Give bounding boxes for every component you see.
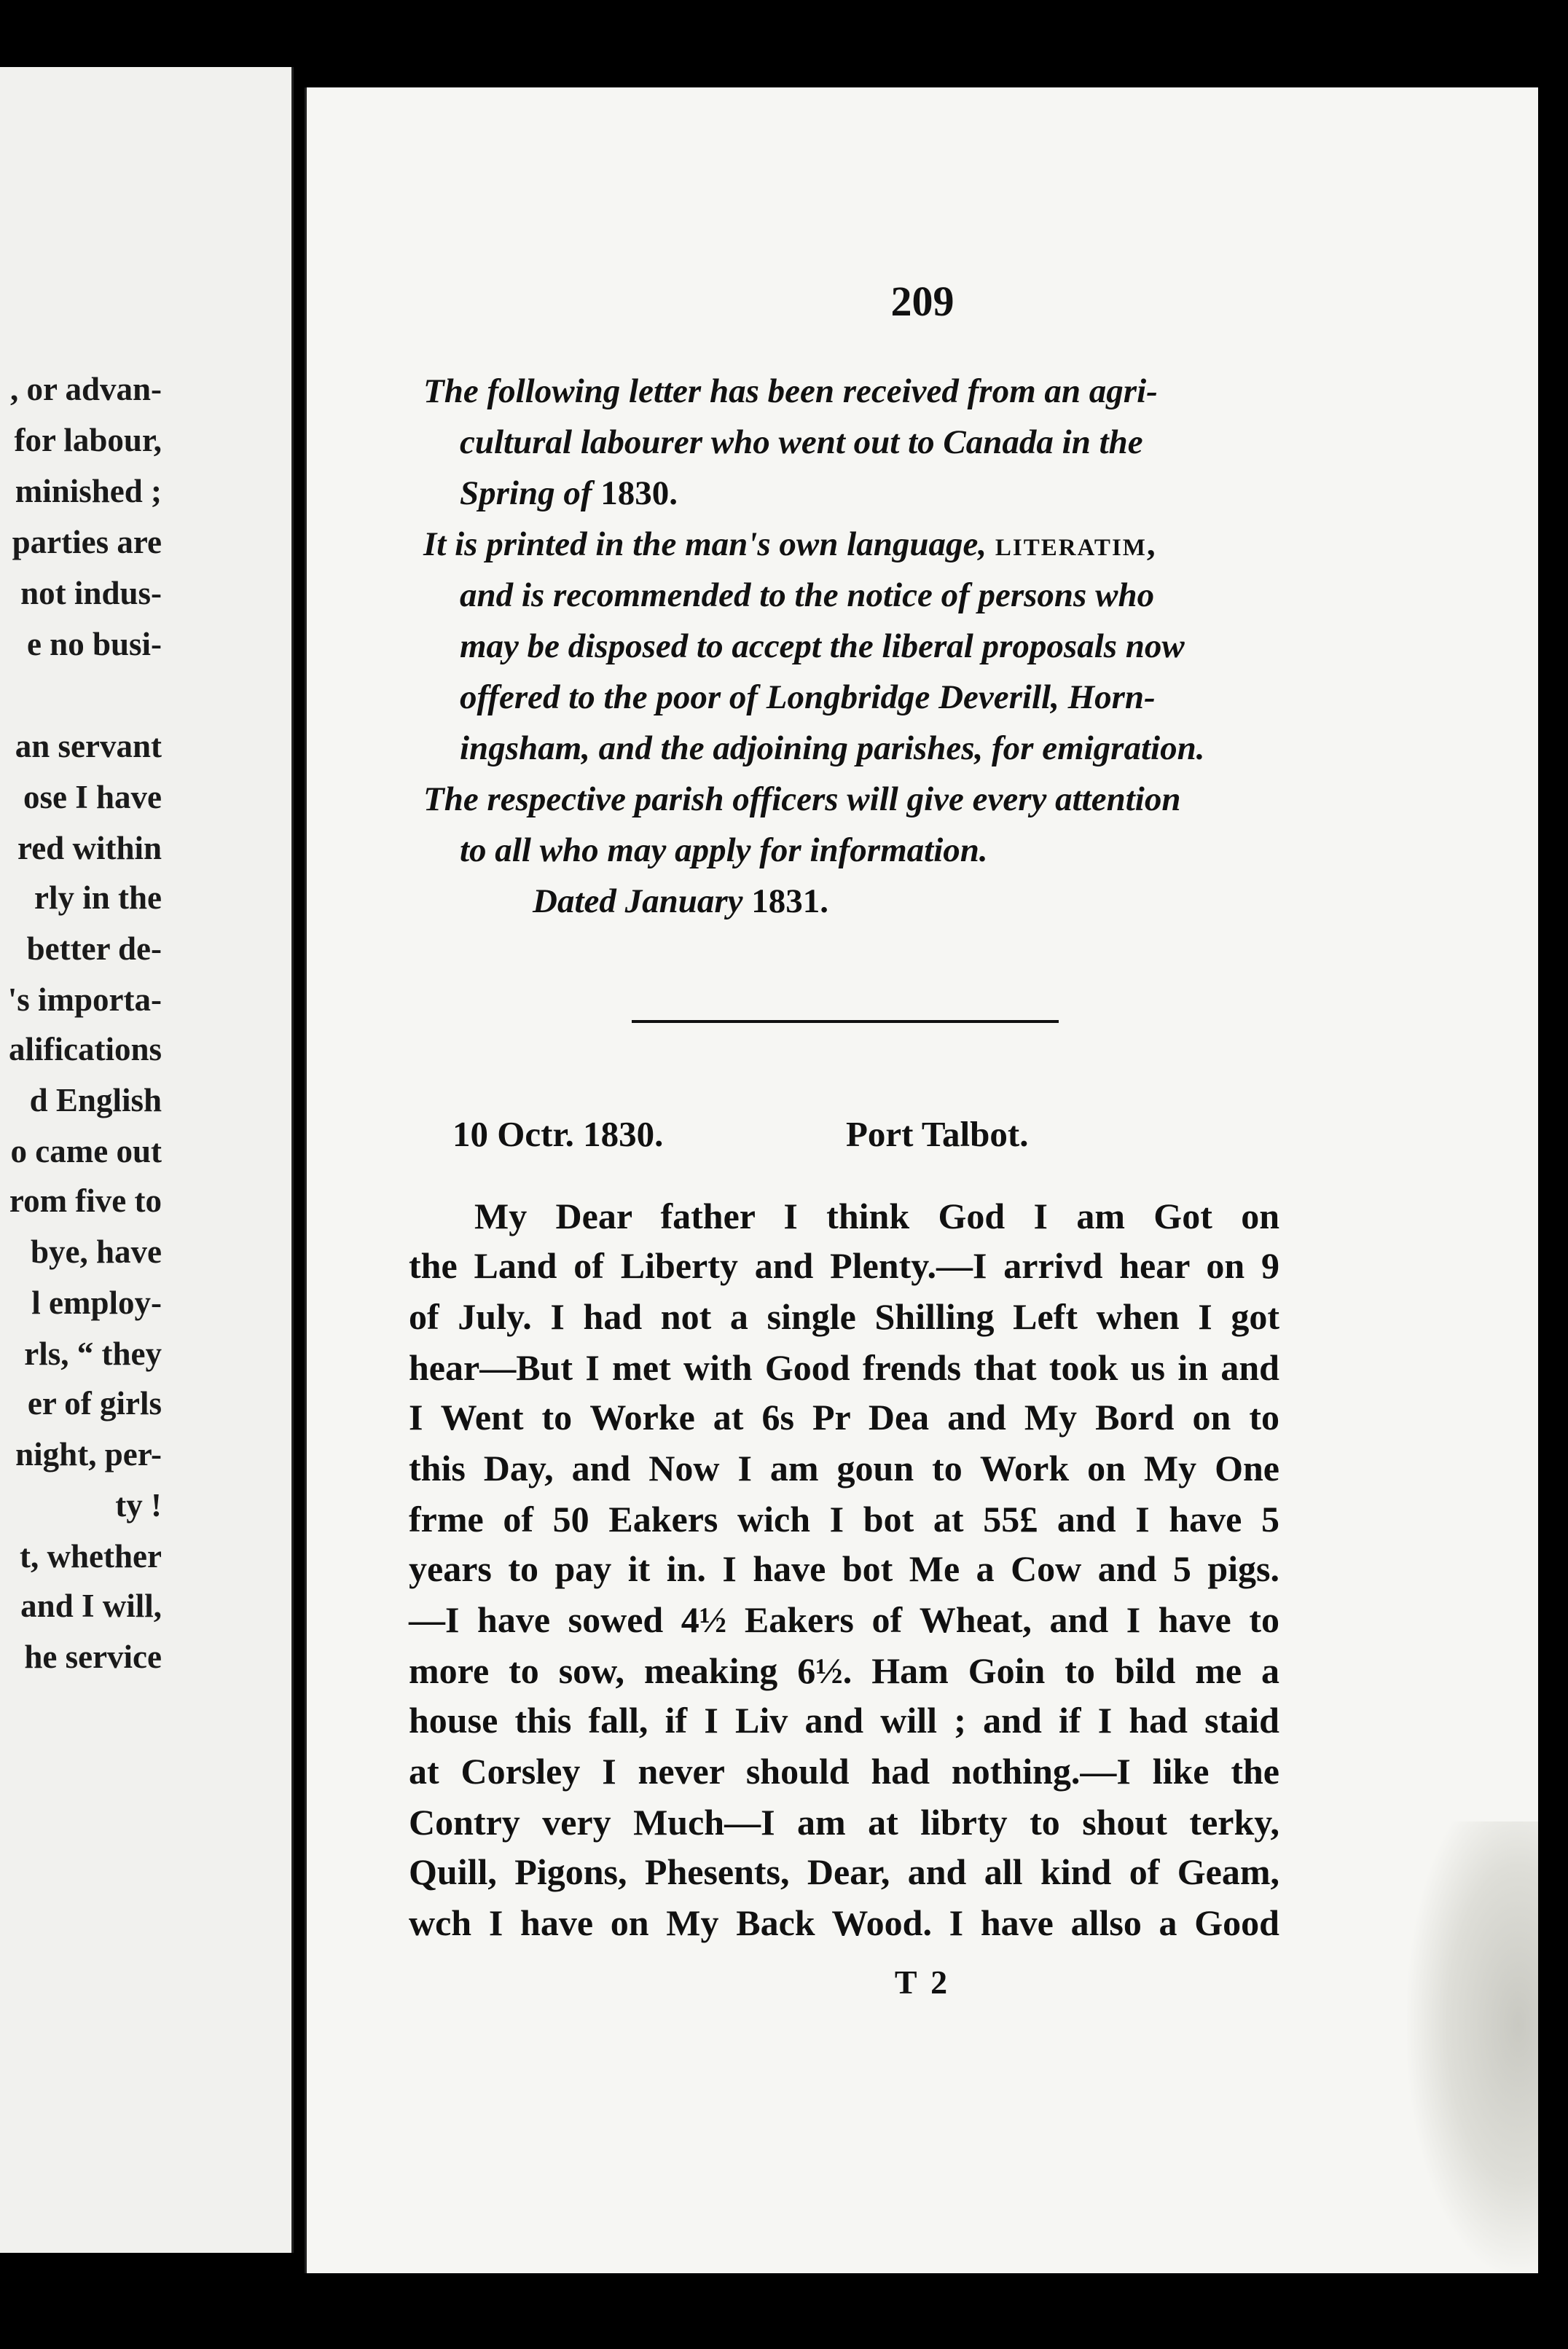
- letter-line: My Dear father I think God I am Got on: [474, 1196, 1279, 1236]
- note-line: The respective parish officers will give every attention: [423, 780, 1181, 818]
- left-text-line: ose I have: [23, 779, 162, 815]
- printer-signature-mark: T 2: [894, 1964, 951, 2001]
- letter-line: Contry very Much—I am at librty to shout terky,: [409, 1802, 1279, 1843]
- note-line: [460, 474, 678, 512]
- note-line: to all who may apply for information.: [460, 831, 988, 869]
- note-line: ingsham, and the adjoining parishes, for emigration.: [460, 729, 1205, 767]
- note-text: It is printed in the man's own language,: [423, 525, 987, 563]
- page-number: 209: [890, 278, 954, 325]
- note-line: offered to the poor of Longbridge Deverill, Horn-: [460, 678, 1156, 716]
- left-text-line: 's importa-: [7, 981, 162, 1018]
- left-text-line: t, whether: [20, 1538, 162, 1575]
- note-line: The following letter has been received from an agri-: [423, 372, 1158, 410]
- left-text-line: he service: [24, 1639, 162, 1675]
- note-text: Dated January: [533, 882, 743, 920]
- left-text-line: rom five to: [9, 1183, 162, 1219]
- note-text: Spring of: [460, 474, 592, 512]
- book-page: [305, 87, 1538, 2273]
- letter-line: I Went to Worke at 6s Pr Dea and My Bord on to: [409, 1397, 1279, 1438]
- left-text-line: bye, have: [31, 1234, 162, 1270]
- left-text-line: ty !: [115, 1487, 162, 1523]
- left-text-line: parties are: [12, 524, 162, 560]
- letter-line: this Day, and Now I am goun to Work on My One: [409, 1448, 1279, 1489]
- letter-line: frme of 50 Eakers wich I bot at 55£ and I have 5: [409, 1499, 1279, 1540]
- letter-line: wch I have on My Back Wood. I have allso a Good: [409, 1902, 1279, 1943]
- left-text-line: minished ;: [15, 473, 162, 509]
- letter-line: the Land of Liberty and Plenty.—I arrivd hear on 9: [409, 1245, 1279, 1286]
- note-line: [423, 525, 1157, 563]
- left-text-line: night, per-: [15, 1436, 162, 1472]
- letter-place: Port Talbot.: [846, 1114, 1029, 1154]
- left-text-line: and I will,: [20, 1588, 162, 1624]
- left-text-line: an servant: [15, 728, 162, 764]
- note-line: and is recommended to the notice of persons who: [460, 576, 1155, 614]
- note-year: 1831.: [751, 882, 829, 920]
- note-line: may be disposed to accept the liberal proposals now: [460, 627, 1185, 665]
- left-text-line: alifications: [9, 1031, 162, 1067]
- left-text-line: rls, “ they: [24, 1336, 162, 1372]
- letter-line: hear—But I met with Good frends that took us in and: [409, 1347, 1279, 1388]
- left-text-line: red within: [17, 830, 162, 866]
- section-divider: [632, 1020, 1059, 1023]
- left-text-line: better de-: [26, 930, 162, 967]
- letter-date: 10 Octr. 1830.: [452, 1114, 664, 1154]
- left-text-line: e no busi-: [26, 626, 162, 662]
- previous-page-fragment: [0, 67, 294, 2253]
- letter-line: house this fall, if I Liv and will ; and if I had staid: [409, 1700, 1279, 1741]
- left-text-line: rly in the: [34, 879, 162, 916]
- left-text-line: , or advan-: [10, 371, 162, 407]
- letter-line: at Corsley I never should had nothing.—I like the: [409, 1751, 1279, 1792]
- left-text-line: not indus-: [20, 575, 162, 611]
- letter-line: Quill, Pigons, Phesents, Dear, and all kind of Geam,: [409, 1851, 1279, 1892]
- letter-line: years to pay it in. I have bot Me a Cow and 5 pigs.: [409, 1548, 1279, 1589]
- note-line: cultural labourer who went out to Canada in the: [460, 423, 1143, 461]
- left-text-line: l employ-: [31, 1285, 162, 1321]
- left-text-line: er of girls: [27, 1385, 162, 1421]
- water-stain: [1407, 1821, 1538, 2273]
- note-line: [533, 882, 829, 920]
- note-year: 1830.: [600, 474, 678, 512]
- left-text-line: d English: [29, 1082, 162, 1118]
- letter-line: —I have sowed 4½ Eakers of Wheat, and I have to: [409, 1599, 1279, 1640]
- letter-line: more to sow, meaking 6½. Ham Goin to bild me a: [409, 1650, 1279, 1691]
- left-text-line: for labour,: [14, 422, 162, 458]
- left-text-line: o came out: [10, 1133, 162, 1169]
- note-literatim: literatim,: [995, 525, 1157, 563]
- letter-line: of July. I had not a single Shilling Left when I got: [409, 1296, 1279, 1337]
